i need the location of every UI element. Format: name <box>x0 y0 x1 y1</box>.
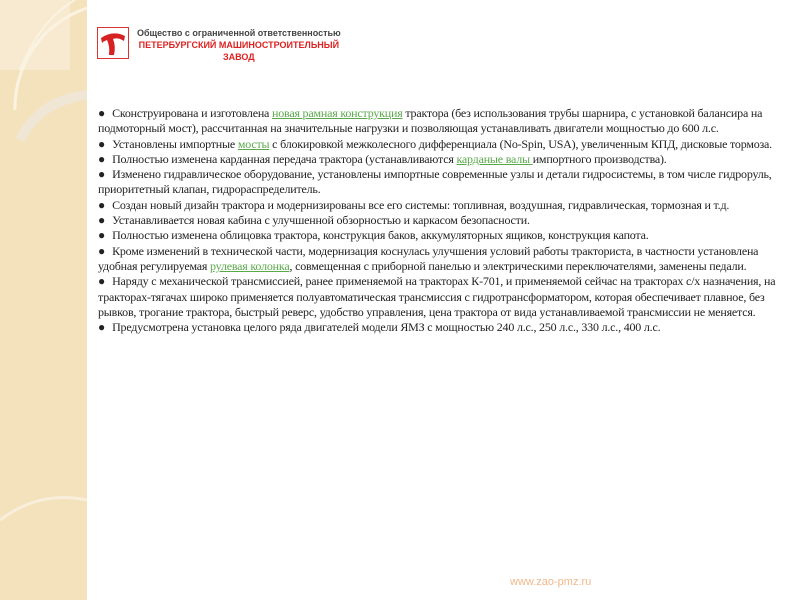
item-text: Наряду с механической трансмиссией, ранее применяемой на тракторах К-701, и применяемой сейчас на тракторах с/х назначения, на тракторах-тягачах широко применяется полуавтоматическая трансмиссия с гидротрансформатором, которая обеспечивает плавное, без рывков, трогание трактора, быстрый реверс, удобство управления, цена трактора от вида устанавливаемой трансмиссии не меняется. <box>98 274 776 319</box>
item-text: импортного производства). <box>532 151 667 166</box>
list-item <box>98 106 783 137</box>
list-item <box>98 137 783 152</box>
website-url[interactable]: www.zao-pmz.ru <box>510 576 592 588</box>
list-item <box>98 152 783 167</box>
decorative-arcs <box>0 0 87 600</box>
bullet-icon: ● <box>98 213 106 228</box>
bullet-icon: ● <box>98 274 106 289</box>
item-text: Предусмотрена установка целого ряда двигателей модели ЯМЗ с мощностью 240 л.с., 250 л.с., 330 л.с., 400 л.с. <box>112 320 661 335</box>
logo-line-2: ПЕТЕРБУРГСКИЙ МАШИНОСТРОИТЕЛЬНЫЙ <box>138 40 340 50</box>
list-item <box>98 320 783 335</box>
bullet-icon: ● <box>98 243 106 258</box>
bullet-icon: ● <box>98 197 106 212</box>
bullet-icon: ● <box>98 167 106 182</box>
logo-line-1: Общество с ограниченной ответственностью <box>137 28 341 38</box>
logo-emblem-icon <box>97 27 129 59</box>
list-item <box>98 167 783 198</box>
decorative-side-panel <box>0 0 87 600</box>
item-link[interactable]: мосты <box>237 136 270 151</box>
bullet-icon: ● <box>98 151 106 166</box>
item-text: Устанавливается новая кабина с улучшенной обзорностью и каркасом безопасности. <box>112 213 530 228</box>
item-text: Кроме изменений в технической части, модернизация коснулась улучшения условий работы тракториста, в частности установлена удобная регулируемая <box>98 243 759 273</box>
company-logo <box>97 27 341 63</box>
bullet-icon: ● <box>98 320 106 335</box>
item-text: Установлены импортные <box>112 136 238 151</box>
list-item <box>98 274 783 320</box>
bullet-icon: ● <box>98 228 106 243</box>
item-link[interactable]: карданые валы <box>456 151 533 166</box>
list-item <box>98 213 783 228</box>
item-text: Полностью изменена карданная передача трактора (устанавливаются <box>112 151 457 166</box>
list-item <box>98 228 783 243</box>
item-link[interactable]: рулевая колонка <box>210 258 290 273</box>
list-item <box>98 198 783 213</box>
item-link[interactable]: новая рамная конструкция <box>271 106 403 120</box>
logo-line-3: ЗАВОД <box>223 52 255 62</box>
item-text: с блокировкой межколесного дифференциала (No-Spin, USA), увеличенным КПД, дисковые тормоза. <box>269 136 772 151</box>
feature-list <box>98 106 783 335</box>
item-text: , совмещенная с приборной панелью и электрическими переключателями, заменены педали. <box>289 258 747 273</box>
item-text: Полностью изменена облицовка трактора, конструкция баков, аккумуляторных ящиков, конструкция капота. <box>112 228 649 243</box>
item-text: трактора (без использования трубы шарнира, с установкой балансира на подмоторный мост), рассчитанная на значительные нагрузки и позволяющая устанавливать двигатели мощностью до 600 л.с. <box>98 106 763 136</box>
list-item <box>98 244 783 275</box>
item-text: Создан новый дизайн трактора и модернизированы все его системы: топливная, воздушная, гидравлическая, тормозная и т.д. <box>112 197 730 212</box>
item-text: Сконструирована и изготовлена <box>112 106 272 120</box>
bullet-icon: ● <box>98 106 106 120</box>
item-text: Изменено гидравлическое оборудование, установлены импортные современные узлы и детали гидросистемы, в том числе гидроруль, приоритетный клапан, гидрораспределитель. <box>98 167 772 197</box>
bullet-icon: ● <box>98 136 106 151</box>
